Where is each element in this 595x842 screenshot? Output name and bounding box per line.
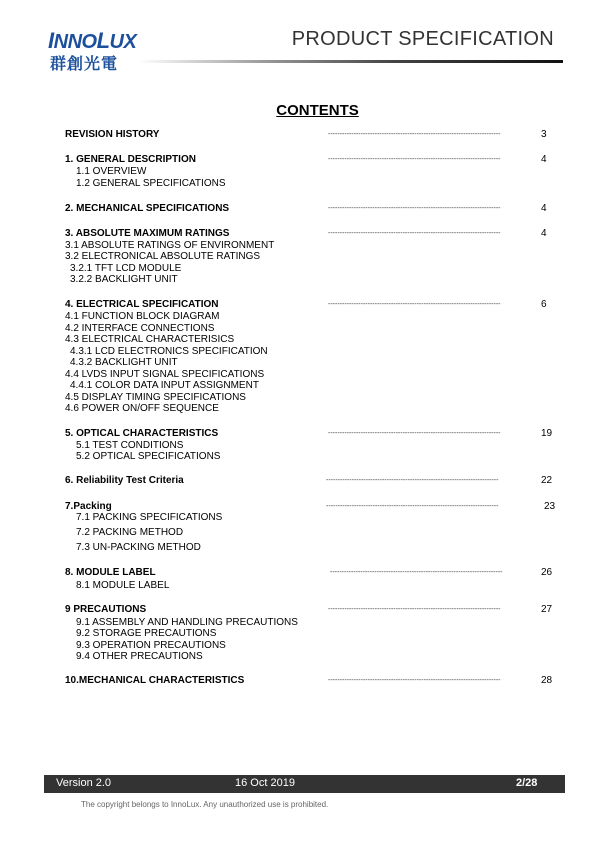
toc-section-5: 5. OPTICAL CHARACTERISTICS (65, 428, 219, 439)
toc-section-3: 3. ABSOLUTE MAXIMUM RATINGS (65, 228, 230, 239)
toc-leader: -------------------------------------------------------------------------- (326, 477, 499, 484)
toc-page-number: 4 (541, 228, 547, 239)
toc-subsection: 5.1 TEST CONDITIONS (76, 440, 184, 451)
toc-subsection: 4.3.2 BACKLIGHT UNIT (70, 357, 178, 368)
toc-subsection: 5.2 OPTICAL SPECIFICATIONS (76, 451, 221, 462)
toc-subsection: 9.3 OPERATION PRECAUTIONS (76, 640, 226, 651)
toc-subsection: 1.2 GENERAL SPECIFICATIONS (76, 178, 226, 189)
toc-subsection: 3.2.2 BACKLIGHT UNIT (70, 274, 178, 285)
logo-chinese: 群創光電 (50, 54, 119, 73)
toc-section-7: 7.Packing (65, 501, 112, 512)
toc-subsection: 4.4 LVDS INPUT SIGNAL SPECIFICATIONS (65, 369, 265, 380)
toc-page-number: 22 (541, 475, 553, 486)
toc-section-6: 6. Reliability Test Criteria (65, 475, 184, 486)
toc-page-number: 27 (541, 604, 553, 615)
toc-leader: -------------------------------------------------------------------------- (326, 503, 499, 510)
toc-leader: -------------------------------------------------------------------------- (328, 606, 501, 613)
toc-page-number: 3 (541, 129, 547, 140)
toc-section-4: 4. ELECTRICAL SPECIFICATION (65, 299, 219, 310)
toc-section-1: 1. GENERAL DESCRIPTION (65, 154, 196, 165)
footer-bar (44, 775, 565, 793)
toc-subsection: 4.1 FUNCTION BLOCK DIAGRAM (65, 311, 220, 322)
copyright-notice: The copyright belongs to InnoLux. Any unauthorized use is prohibited. (81, 800, 329, 809)
header-rule (138, 60, 563, 63)
toc-page-number: 6 (541, 299, 547, 310)
toc-leader: -------------------------------------------------------------------------- (328, 156, 501, 163)
toc-leader: -------------------------------------------------------------------------- (328, 230, 501, 237)
toc-section-2: 2. MECHANICAL SPECIFICATIONS (65, 203, 230, 214)
innolux-logo (48, 28, 144, 74)
toc-subsection: 4.3 ELECTRICAL CHARACTERISICS (65, 334, 235, 345)
toc-page-number: 28 (541, 675, 553, 686)
logo-wordmark: INNOLUX (48, 28, 137, 53)
toc-leader: -------------------------------------------------------------------------- (328, 131, 501, 138)
toc-page-number: 4 (541, 154, 547, 165)
toc-leader: -------------------------------------------------------------------------- (328, 677, 501, 684)
toc-subsection: 7.3 UN-PACKING METHOD (76, 542, 201, 553)
toc-page-number: 26 (541, 567, 553, 578)
toc-page-number: 4 (541, 203, 547, 214)
toc-subsection: 9.4 OTHER PRECAUTIONS (76, 651, 203, 662)
toc-subsection: 7.2 PACKING METHOD (76, 527, 184, 538)
toc-leader: -------------------------------------------------------------------------- (328, 301, 501, 308)
contents-heading: CONTENTS (276, 102, 359, 119)
footer-date: 16 Oct 2019 (235, 777, 295, 789)
footer-version: Version 2.0 (56, 777, 112, 789)
toc-subsection: 4.2 INTERFACE CONNECTIONS (65, 323, 215, 334)
toc-subsection: 4.4.1 COLOR DATA INPUT ASSIGNMENT (70, 380, 259, 391)
toc-revision-history: REVISION HISTORY (65, 129, 160, 140)
toc-subsection: 4.3.1 LCD ELECTRONICS SPECIFICATION (70, 346, 268, 357)
toc-subsection: 1.1 OVERVIEW (76, 166, 147, 177)
toc-page-number: 23 (544, 501, 556, 512)
footer-page-number: 2/28 (516, 777, 538, 789)
toc-subsection: 9.1 ASSEMBLY AND HANDLING PRECAUTIONS (76, 617, 298, 628)
toc-subsection: 3.2.1 TFT LCD MODULE (70, 263, 182, 274)
toc-subsection: 7.1 PACKING SPECIFICATIONS (76, 512, 223, 523)
toc-subsection: 8.1 MODULE LABEL (76, 580, 170, 591)
toc-subsection: 9.2 STORAGE PRECAUTIONS (76, 628, 217, 639)
toc-leader: -------------------------------------------------------------------------- (328, 205, 501, 212)
toc-page-number: 19 (541, 428, 553, 439)
toc-leader: -------------------------------------------------------------------------- (328, 430, 501, 437)
toc-subsection: 3.2 ELECTRONICAL ABSOLUTE RATINGS (65, 251, 261, 262)
toc-section-9: 9 PRECAUTIONS (65, 604, 147, 615)
toc-leader: -------------------------------------------------------------------------- (330, 569, 503, 576)
toc-section-8: 8. MODULE LABEL (65, 567, 156, 578)
toc-subsection: 4.6 POWER ON/OFF SEQUENCE (65, 403, 219, 414)
toc-section-10: 10.MECHANICAL CHARACTERISTICS (65, 675, 245, 686)
toc-subsection: 4.5 DISPLAY TIMING SPECIFICATIONS (65, 392, 246, 403)
toc-subsection: 3.1 ABSOLUTE RATINGS OF ENVIRONMENT (65, 240, 275, 251)
document-title: PRODUCT SPECIFICATION (291, 28, 554, 50)
